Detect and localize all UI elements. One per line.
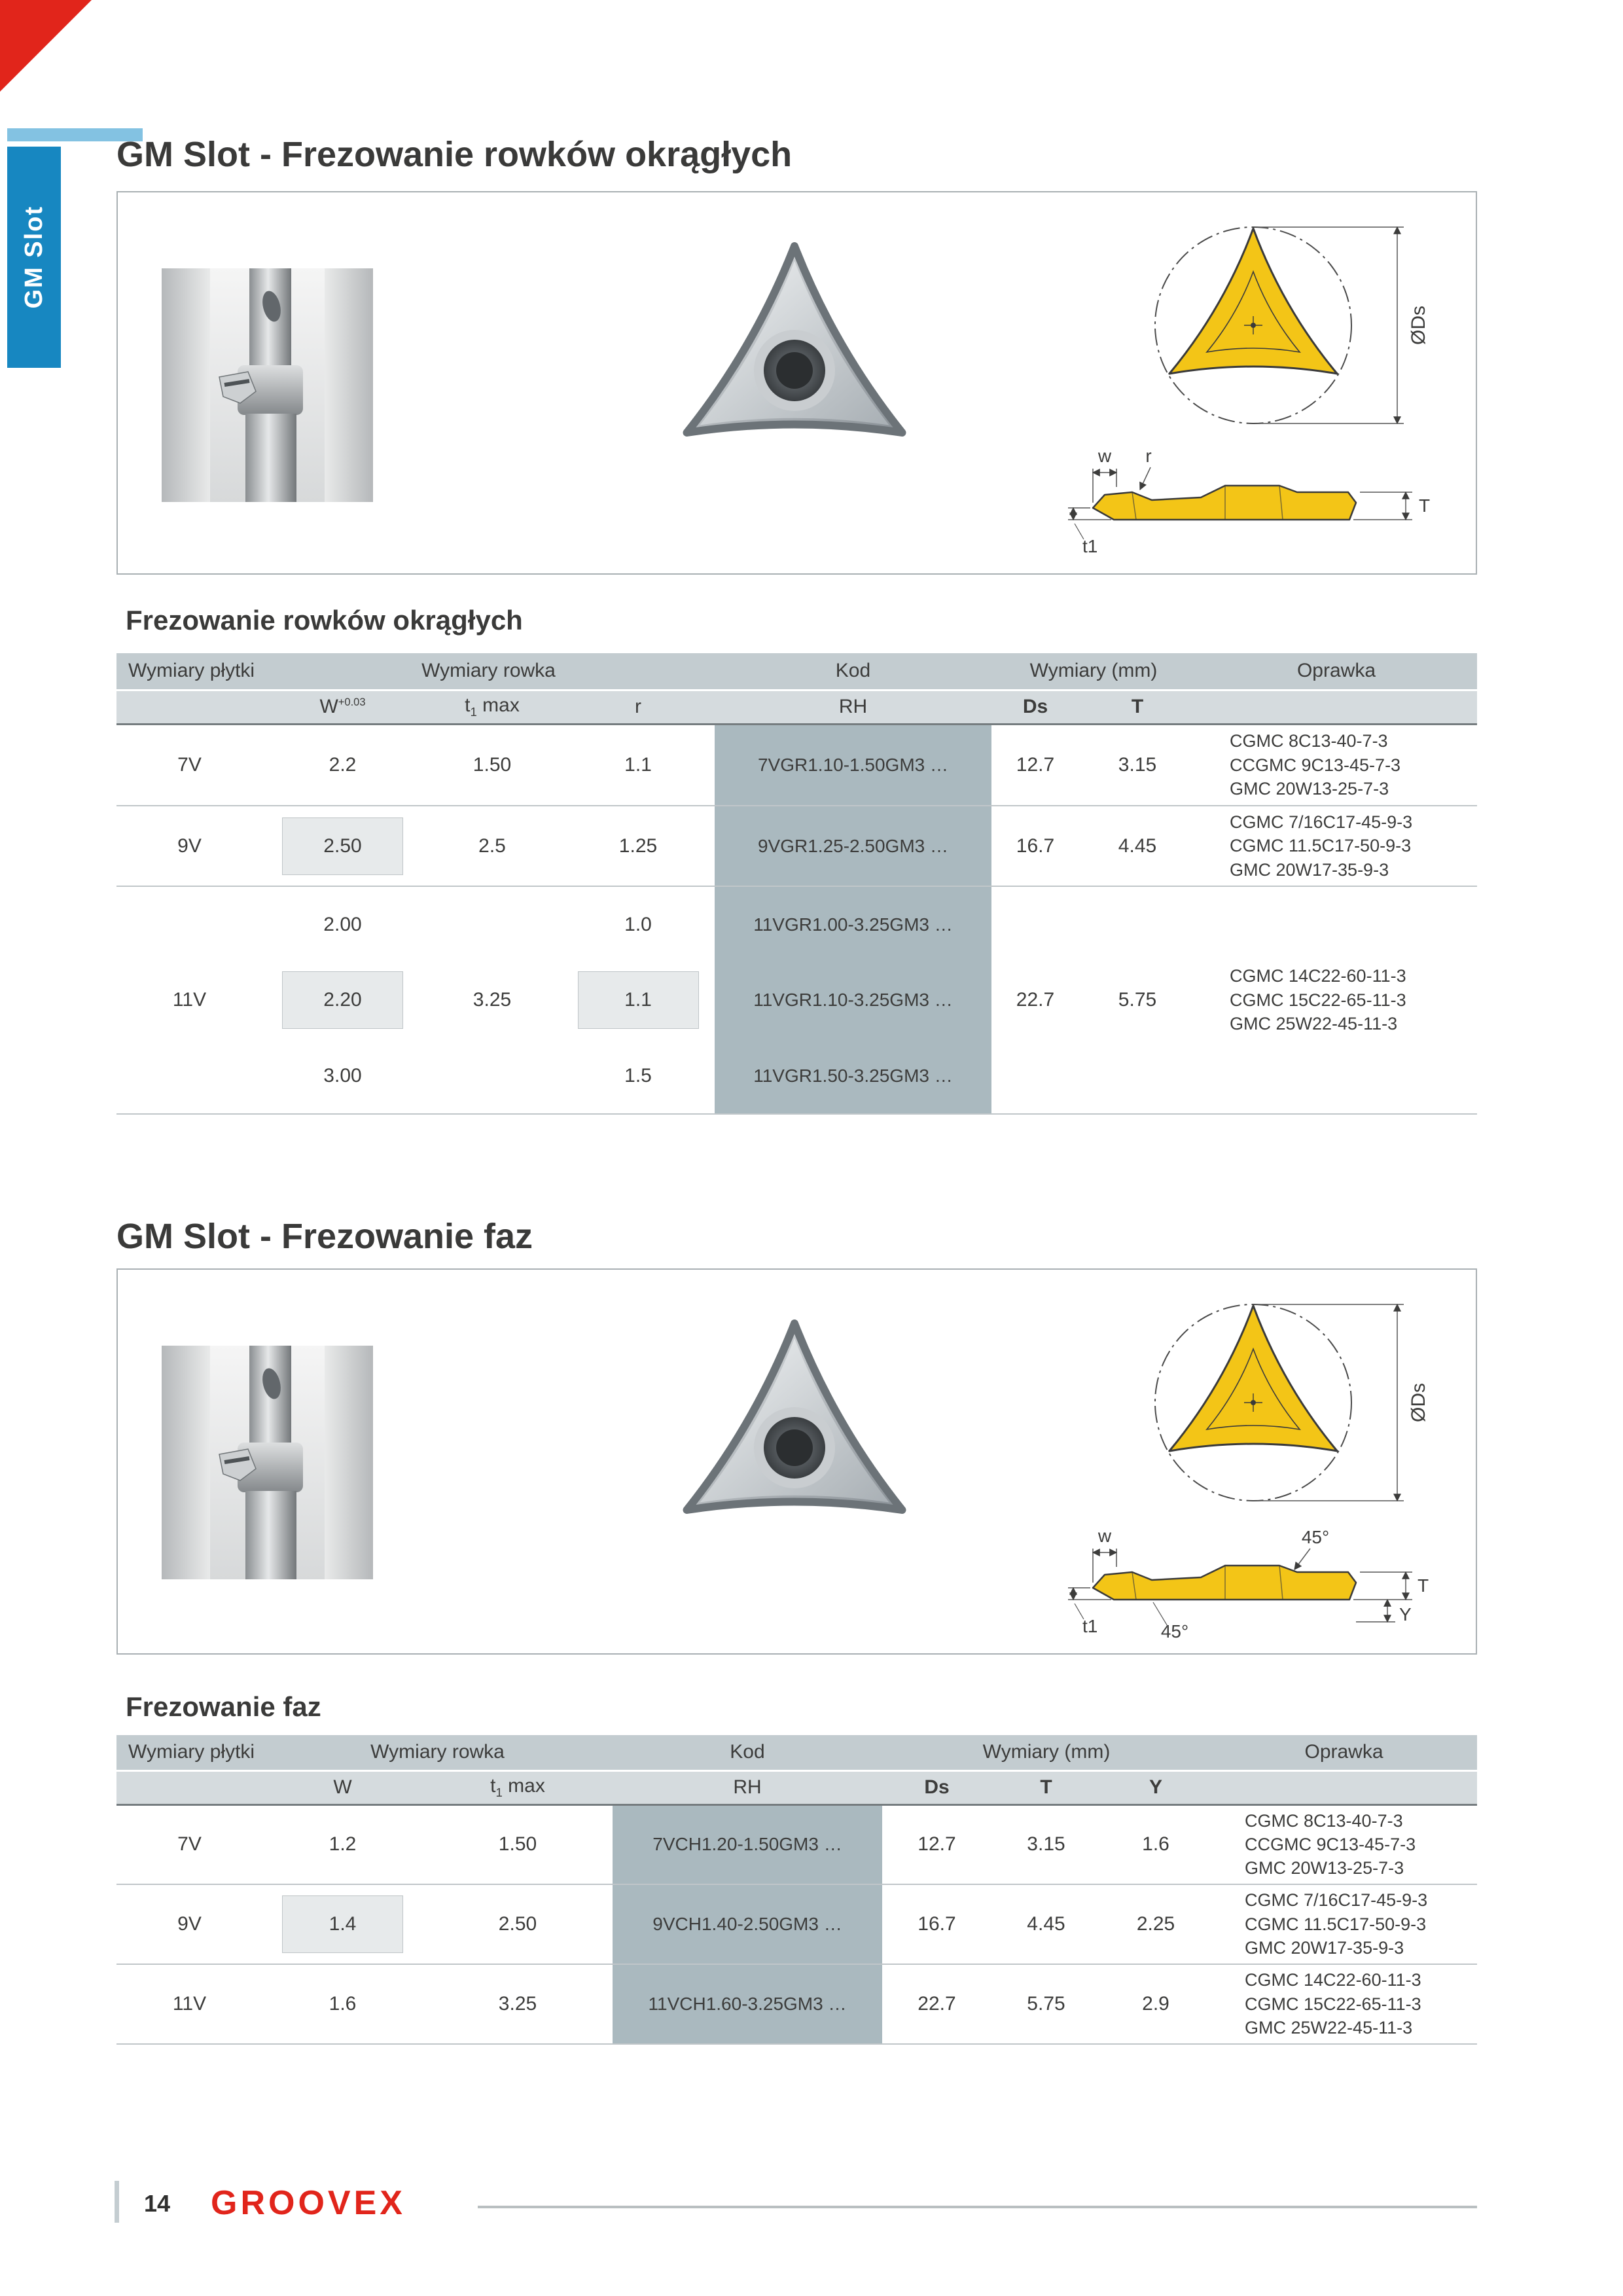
col-sub-t: T (1079, 690, 1196, 724)
table-heading-rowki: Frezowanie rowków okrągłych (126, 605, 523, 636)
tool-photo (162, 1346, 373, 1579)
cell-t: 4.45 (1079, 806, 1196, 886)
highlight-box: 2.20 (282, 971, 403, 1029)
cell-r (562, 962, 715, 1038)
col-sub-t: T (991, 1770, 1101, 1804)
cell-oprawka (1211, 1804, 1477, 1884)
oprawka-line: CCGMC 9C13-45-7-3 (1230, 755, 1401, 775)
section1-title: GM Slot - Frezowanie rowków okrągłych (116, 135, 793, 174)
cell-y: 1.6 (1142, 1833, 1169, 1856)
cell-t: 5.75 (1079, 886, 1196, 1114)
corner-accent-triangle (0, 0, 92, 92)
cell-y: 2.9 (1101, 1964, 1211, 2044)
cell-kod: 11VGR1.10-3.25GM3 … (715, 962, 991, 1038)
brand-logo: GROOVEX (211, 2184, 406, 2222)
angle-top-label: 45° (1301, 1527, 1330, 1547)
oprawka-line: CCGMC 9C13-45-7-3 (1245, 1835, 1416, 1855)
footer-rule (478, 2206, 1477, 2208)
oprawka-line: CGMC 11.5C17-50-9-3 (1245, 1914, 1427, 1934)
table-row-9v (116, 806, 1477, 886)
cell-kod: 7VCH1.20-1.50GM3 … (613, 1804, 882, 1884)
header-group-row (116, 1735, 1477, 1770)
cell-plytka: 11V (116, 886, 262, 1114)
oprawka-line: GMC 20W17-35-9-3 (1245, 1938, 1404, 1958)
col-sub-w: $W^{+0.03}$ (262, 690, 423, 724)
front-view-drawing (1129, 1282, 1469, 1530)
cell-r: 1.1 (624, 753, 652, 776)
oprawka-line: GMC 20W17-35-9-3 (1230, 859, 1389, 880)
cell-oprawka (1196, 724, 1477, 806)
oprawka-line: CGMC 11.5C17-50-9-3 (1230, 836, 1412, 856)
cell-t1: 3.25 (423, 1964, 613, 2044)
cell-y: 2.25 (1101, 1884, 1211, 1964)
side-profile-drawing (1054, 442, 1446, 567)
header-group-row (116, 653, 1477, 690)
cell-w: 2.2 (329, 753, 357, 776)
oprawka-line: CGMC 8C13-40-7-3 (1230, 731, 1388, 751)
section2-title: GM Slot - Frezowanie faz (116, 1217, 533, 1256)
cell-kod: 11VGR1.50-3.25GM3 … (715, 1038, 991, 1114)
table-row-7v (116, 724, 1477, 806)
oprawka-line: GMC 25W22-45-11-3 (1230, 1014, 1398, 1034)
cell-plytka: 7V (177, 1833, 202, 1856)
oprawka-line: CGMC 7/16C17-45-9-3 (1230, 812, 1413, 832)
figure-box-rowki (116, 191, 1477, 575)
cell-t1: 1.50 (473, 753, 512, 776)
r-label: r (1145, 446, 1152, 466)
insert-render (641, 233, 948, 503)
sidebar-tab-label: GM Slot (20, 206, 48, 309)
oprawka-line: CGMC 15C22-65-11-3 (1245, 1994, 1421, 2014)
cell-t: 5.75 (991, 1964, 1101, 2044)
Y-label: Y (1399, 1604, 1412, 1624)
col-sub-y: Y (1101, 1770, 1211, 1804)
cell-ds: 22.7 (882, 1964, 991, 2044)
table-row-11v (116, 1964, 1477, 2044)
cell-plytka: 11V (116, 1964, 262, 2044)
col-group-rowek: Wymiary rowka (262, 653, 715, 690)
cell-w (262, 806, 423, 886)
col-sub-empty (116, 690, 262, 724)
T-label: T (1419, 495, 1431, 516)
cell-kod: 11VGR1.00-3.25GM3 … (715, 886, 991, 962)
cell-w: 3.00 (323, 1064, 362, 1086)
cell-kod: 9VCH1.40-2.50GM3 … (613, 1884, 882, 1964)
footer-bar (115, 2181, 119, 2223)
cell-oprawka (1196, 886, 1477, 1114)
spec-table-fazy (116, 1735, 1477, 2045)
col-sub-t1max: $t_1$ max (423, 1770, 613, 1804)
sidebar-tab (7, 147, 61, 368)
diameter-label: ØDs (1408, 1383, 1429, 1422)
cell-t: 3.15 (1027, 1833, 1065, 1856)
angle-bottom-label: 45° (1160, 1621, 1189, 1641)
oprawka-line: CGMC 14C22-60-11-3 (1230, 966, 1406, 986)
col-group-rowek: Wymiary rowka (262, 1735, 613, 1770)
col-group-kod: Kod (715, 653, 991, 690)
cell-r: 1.0 (562, 886, 715, 962)
table-heading-fazy: Frezowanie faz (126, 1691, 321, 1722)
cell-w: 1.6 (262, 1964, 423, 2044)
col-group-plytka: Wymiary płytki (116, 1735, 262, 1770)
highlight-box: 1.4 (282, 1895, 403, 1953)
col-sub-empty2 (1196, 690, 1477, 724)
col-sub-r: r (562, 690, 715, 724)
table-row-9v (116, 1884, 1477, 1964)
diameter-label: ØDs (1408, 306, 1429, 345)
cell-w (262, 1884, 423, 1964)
cell-r: 1.5 (624, 1064, 652, 1086)
col-sub-ds: Ds (882, 1770, 991, 1804)
oprawka-line: GMC 25W22-45-11-3 (1245, 2018, 1413, 2038)
cell-oprawka (1211, 1884, 1477, 1964)
col-group-wymiary: Wymiary (mm) (991, 653, 1196, 690)
front-view-drawing (1129, 204, 1469, 453)
cell-plytka: 7V (177, 753, 202, 776)
col-sub-rh: RH (715, 690, 991, 724)
cell-oprawka (1211, 1964, 1477, 2044)
footer-page-number: 14 (144, 2190, 171, 2217)
col-sub-t1max: $t_1$ max (423, 690, 562, 724)
col-group-plytka: Wymiary płytki (116, 653, 262, 690)
highlight-box: 2.50 (282, 817, 403, 875)
col-sub-rh: RH (613, 1770, 882, 1804)
cell-t1: 2.5 (423, 806, 562, 886)
cell-plytka: 9V (116, 1884, 262, 1964)
col-group-oprawka: Oprawka (1196, 653, 1477, 690)
cell-t: 3.15 (1118, 753, 1157, 776)
cell-plytka: 9V (116, 806, 262, 886)
cell-t1: 3.25 (423, 886, 562, 1114)
cell-ds: 12.7 (1016, 753, 1055, 776)
col-group-oprawka: Oprawka (1211, 1735, 1477, 1770)
oprawka-line: CGMC 8C13-40-7-3 (1245, 1810, 1403, 1831)
cell-t: 4.45 (991, 1884, 1101, 1964)
oprawka-line: CGMC 7/16C17-45-9-3 (1245, 1890, 1428, 1910)
col-sub-empty (116, 1770, 262, 1804)
oprawka-line: GMC 20W13-25-7-3 (1230, 778, 1389, 798)
highlight-box: 1.1 (578, 971, 699, 1029)
header-sub-row (116, 690, 1477, 724)
col-sub-ds: Ds (991, 690, 1079, 724)
oprawka-line: GMC 20W13-25-7-3 (1245, 1858, 1404, 1878)
figure-box-fazy (116, 1268, 1477, 1655)
w-label: w (1097, 446, 1112, 466)
table-row-7v (116, 1804, 1477, 1884)
cell-t1: 1.50 (498, 1833, 537, 1856)
cell-w: 2.00 (262, 886, 423, 962)
T-label: T (1418, 1575, 1429, 1596)
side-profile-drawing-faz (1054, 1522, 1446, 1647)
cell-oprawka (1196, 806, 1477, 886)
cell-ds: 12.7 (918, 1833, 956, 1856)
w-label: w (1097, 1526, 1112, 1546)
cell-ds: 16.7 (882, 1884, 991, 1964)
cell-w (262, 962, 423, 1038)
oprawka-line: CGMC 15C22-65-11-3 (1230, 990, 1406, 1010)
oprawka-line: CGMC 14C22-60-11-3 (1245, 1970, 1421, 1990)
tool-photo (162, 268, 373, 502)
table-row-11v-a (116, 886, 1477, 962)
cell-kod: 11VCH1.60-3.25GM3 … (613, 1964, 882, 2044)
cell-t1: 2.50 (423, 1884, 613, 1964)
insert-render (641, 1310, 948, 1580)
cell-r: 1.25 (562, 806, 715, 886)
t1-label: t1 (1082, 536, 1098, 556)
header-sub-row (116, 1770, 1477, 1804)
col-sub-w: W (262, 1770, 423, 1804)
t1-label: t1 (1082, 1616, 1098, 1636)
col-sub-empty2 (1211, 1770, 1477, 1804)
cell-w: 1.2 (329, 1833, 357, 1856)
col-group-kod: Kod (613, 1735, 882, 1770)
cell-kod: 7VGR1.10-1.50GM3 … (715, 724, 991, 806)
cell-ds: 16.7 (991, 806, 1079, 886)
cell-ds: 22.7 (991, 886, 1079, 1114)
col-group-wymiary: Wymiary (mm) (882, 1735, 1211, 1770)
spec-table-rowki (116, 653, 1477, 1115)
cell-kod: 9VGR1.25-2.50GM3 … (715, 806, 991, 886)
